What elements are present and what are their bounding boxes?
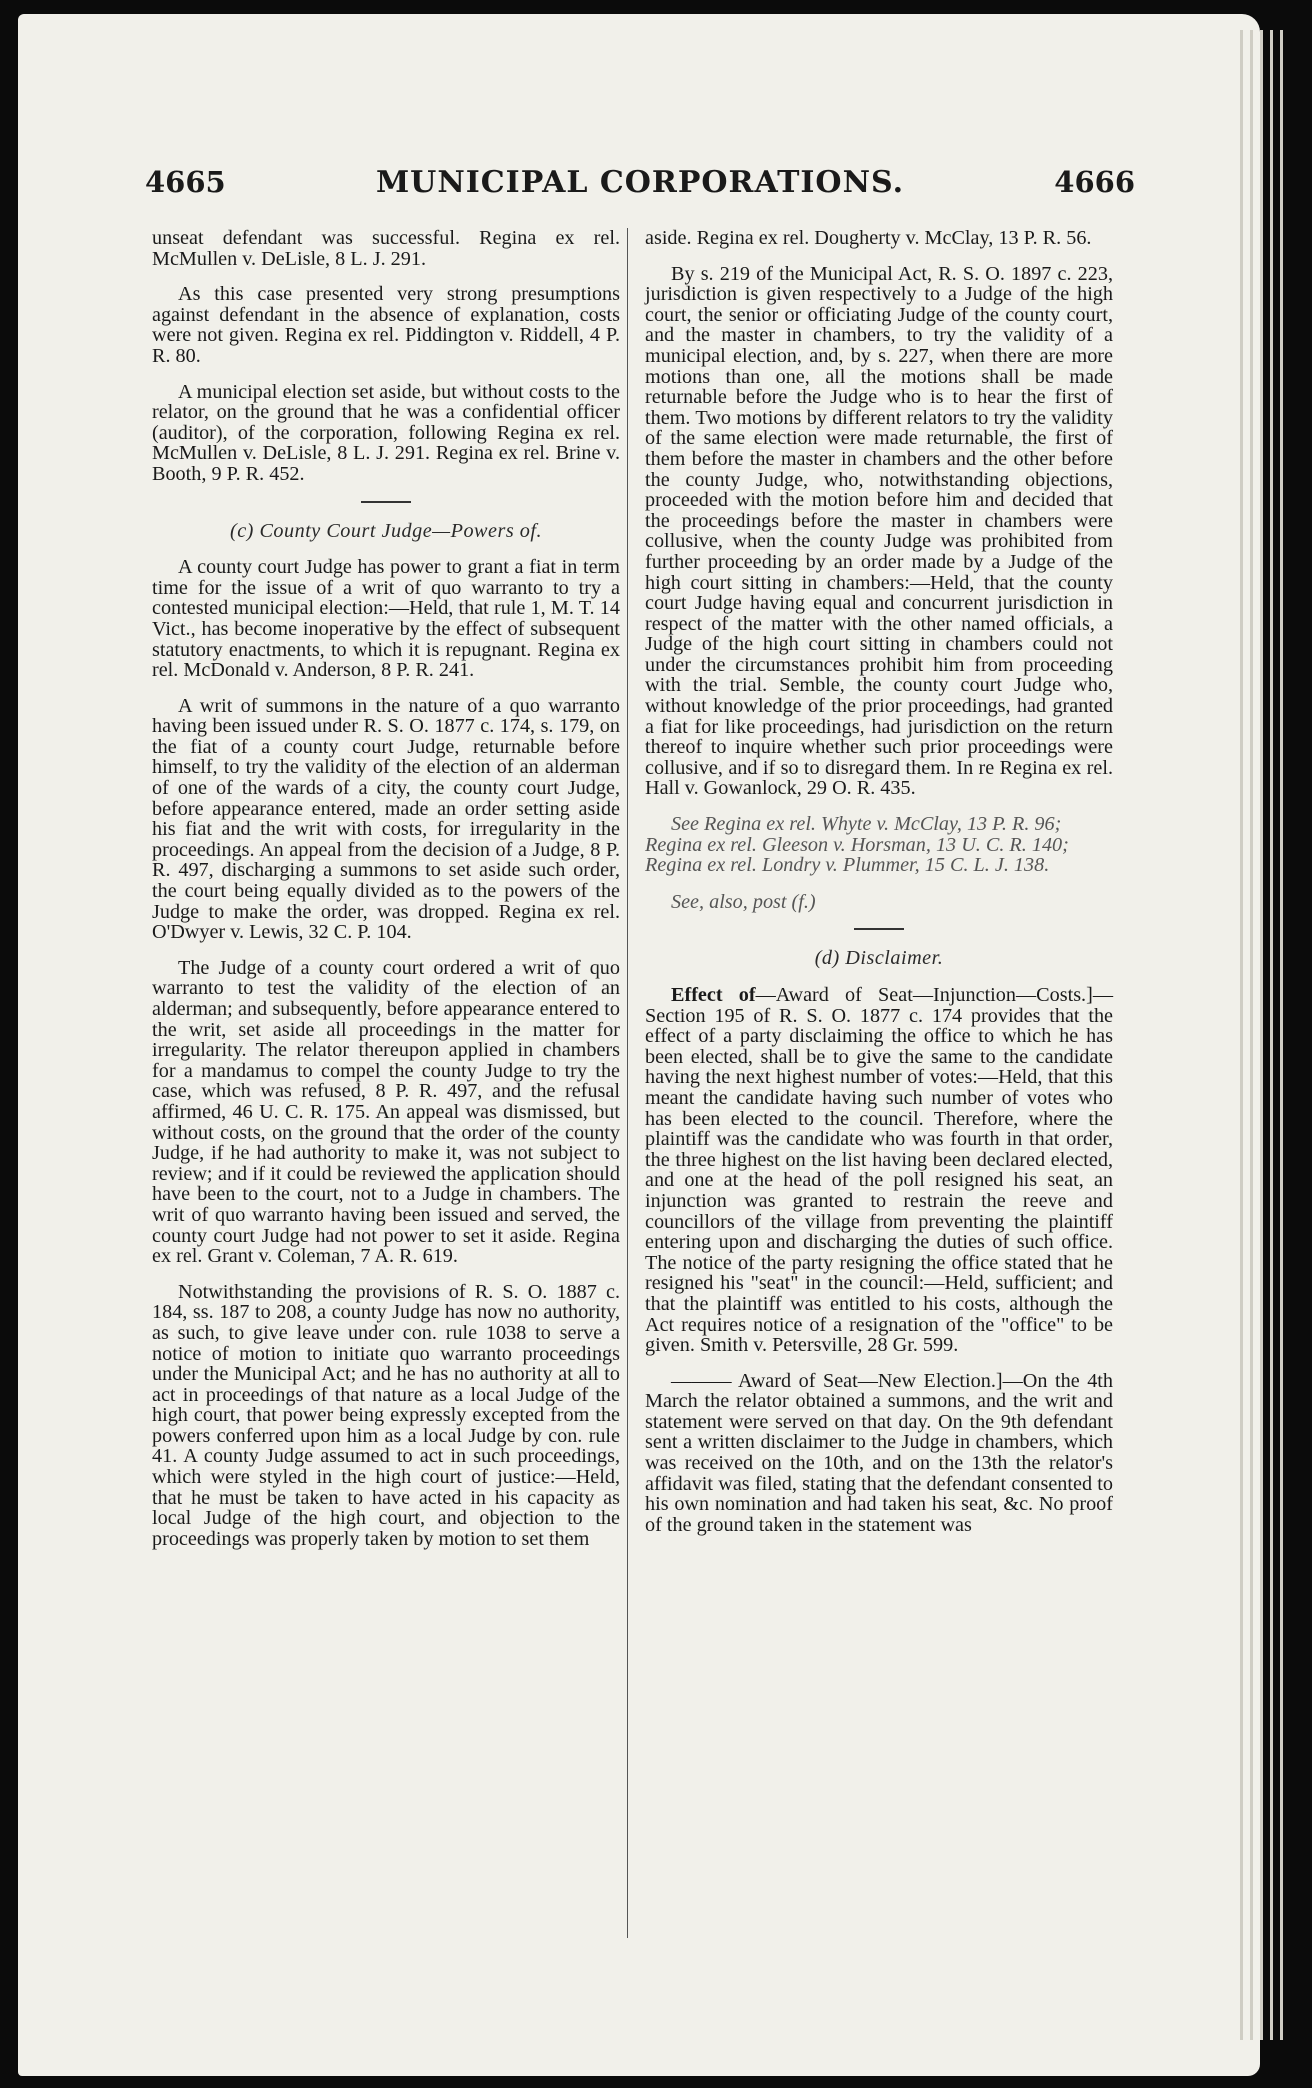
paragraph: aside. Regina ex rel. Dougherty v. McClay, 13 P. R. 56. xyxy=(645,227,1092,249)
paragraph: By s. 219 of the Municipal Act, R. S. O. 1897 c. 223, jurisdiction is given respectively to a Judge of the high court, the senior or officiating Judge of the county court, and the master in chambers, to try the validity of a municipal election, and, by s. 227, when there are more motions than one, all the motions shall be made returnable before the Judge who is to hear the first of them. Two motions by different relators to try the validity of the same election were made returnable, the first of them before the master in chambers and the other before the county Judge, who, notwithstanding objections, proceeded with the motion before him and decided that the proceedings before the master in chambers were collusive, when the county Judge was prohibited from further proceeding by an order made by a Judge of the high court sitting in chambers:—Held, that the county court Judge having equal and concurrent jurisdiction in respect of the matter with the other named officials, a Judge of the high court sitting in chambers could not under the circumstances prohibit him from proceeding with the trial. Semble, the county court Judge who, without knowledge of the prior proceedings, had granted a fiat for like proceedings, had jurisdiction on the return thereof to inquire whether such prior proceedings were collusive, and if so to disregard them. In re Regina ex rel. Hall v. Gowanlock, 29 O. R. 435. xyxy=(645,262,1113,800)
paragraph-body: —Award of Seat—Injunction—Costs.]—Section 195 of R. S. O. 1877 c. 174 provides that the effect of a party disclaiming the office to which he has been elected, shall be to give the same to the candidate having the next highest number of votes:—Held, that this meant the candidate having such number of votes who has been elected to the council. Therefore, where the plaintiff was the candidate who was fourth in that order, the three highest on the list having been declared elected, and one at the head of the poll resigned his seat, an injunction was granted to restrain the reeve and councillors of the village from preventing the plaintiff entering upon and discharging the duties of such office. The notice of the party resigning the office stated that he resigned his "seat" in the council:—Held, sufficient; and that the plaintiff was entitled to his costs, although the Act requires notice of a resignation of the "office" to be given. Smith v. Petersville, 28 Gr. 599. xyxy=(645,984,1114,1357)
cross-reference: See Regina ex rel. Whyte v. McClay, 13 P. R. 96; Regina ex rel. Gleeson v. Horsman, 13 U. C. R. 140; Regina ex rel. Londry v. Plummer, 15 C. L. J. 138. xyxy=(645,813,1069,877)
right-column xyxy=(645,228,1113,1550)
column-rule xyxy=(627,228,628,1938)
page-number-left: 4665 xyxy=(145,165,226,199)
page-number-right: 4666 xyxy=(1054,165,1135,199)
section-heading: (d) Disclaimer. xyxy=(814,947,944,970)
cross-reference: See, also, post (f.) xyxy=(671,890,816,913)
paragraph: A writ of summons in the nature of a quo warranto having been issued under R. S. O. 1877 c. 174, s. 179, on the fiat of a county court Judge, returnable before himself, to try the validity of the election of an alderman of one of the wards of a city, the county court Judge, before appearance entered, made an order setting aside his fiat and the writ with costs, for irregularity in the proceedings. An appeal from the decision of a Judge, 8 P. R. 497, discharging a summons to set aside such order, the court being equally divided as to the powers of the Judge to make the order, was dropped. Regina ex rel. O'Dwyer v. Lewis, 32 C. P. 104. xyxy=(152,694,620,944)
page-header xyxy=(145,165,1135,205)
section-divider xyxy=(854,928,904,930)
paragraph-lead: Effect of xyxy=(671,984,756,1006)
section-heading: (c) County Court Judge—Powers of. xyxy=(230,519,542,542)
paragraph: As this case presented very strong presumptions against defendant in the absence of explanation, costs were not given. Regina ex rel. Piddington v. Riddell, 4 P. R. 80. xyxy=(152,283,620,367)
paragraph xyxy=(645,985,1113,1356)
paragraph: A county court Judge has power to grant a fiat in term time for the issue of a writ of quo warranto to try a contested municipal election:—Held, that rule 1, M. T. 14 Vict., has become inoperative by the effect of subsequent statutory enactments, to which it is repugnant. Regina ex rel. McDonald v. Anderson, 8 P. R. 241. xyxy=(152,556,620,682)
running-title: MUNICIPAL CORPORATIONS. xyxy=(375,165,905,200)
paragraph: Notwithstanding the provisions of R. S. O. 1887 c. 184, ss. 187 to 208, a county Judge has now no authority, as such, to give leave under con. rule 1038 to serve a notice of motion to initiate quo warranto proceedings under the Municipal Act; and he has no authority at all to act in proceedings of that nature as a local Judge of the high court, that power being expressly excepted from the powers conferred upon him as a local Judge by con. rule 41. A county Judge assumed to act in such proceedings, which were styled in the high court of justice:—Held, that he must be taken to have acted in his capacity as local Judge of the high court, and objection to the proceedings was properly taken by motion to set them xyxy=(152,1280,620,1550)
page-edges xyxy=(1236,30,1288,2040)
paragraph: A municipal election set aside, but without costs to the relator, on the ground that he was a confidential officer (auditor), of the corporation, following Regina ex rel. McMullen v. DeLisle, 8 L. J. 291. Regina ex rel. Brine v. Booth, 9 P. R. 452. xyxy=(152,380,620,485)
left-column xyxy=(152,228,620,1564)
section-divider xyxy=(361,501,411,503)
paragraph: The Judge of a county court ordered a writ of quo warranto to test the validity of the election of an alderman; and subsequently, before appearance entered to the writ, set aside all proceedings in the matter for irregularity. The relator thereupon applied in chambers for a mandamus to compel the county Judge to try the case, which was refused, 8 P. R. 497, and the refusal affirmed, 46 U. C. R. 175. An appeal was dismissed, but without costs, on the ground that the order of the county Judge, if he had authority to make it, was not subject to review; and if it could be reviewed the application should have been to the court, not to a Judge in chambers. The writ of quo warranto having been issued and served, the county court Judge had not power to set it aside. Regina ex rel. Grant v. Coleman, 7 A. R. 619. xyxy=(152,956,620,1268)
paragraph: unseat defendant was successful. Regina ex rel. McMullen v. DeLisle, 8 L. J. 291. xyxy=(152,227,620,270)
paragraph: ——— Award of Seat—New Election.]—On the 4th March the relator obtained a summons, and the writ and statement were served on that day. On the 9th defendant sent a written disclaimer to the Judge in chambers, which was received on the 10th, and on the 13th the relator's affidavit was filed, stating that the defendant consented to his own nomination and had taken his seat, &c. No proof of the ground taken in the statement was xyxy=(645,1369,1113,1536)
